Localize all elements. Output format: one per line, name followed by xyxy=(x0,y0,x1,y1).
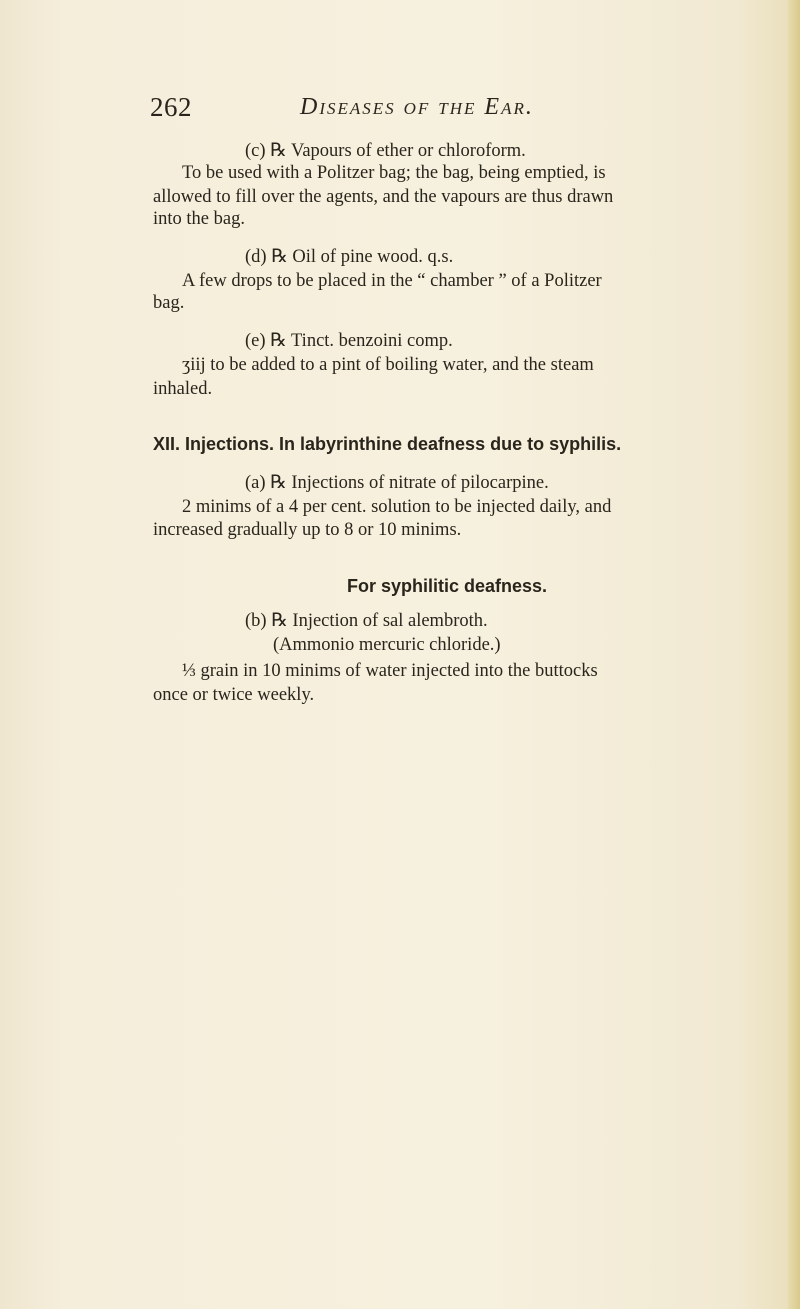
recipe-d-title: (d) ℞ Oil of pine wood. q.s. xyxy=(245,247,454,267)
recipe-c-title: (c) ℞ Vapours of ether or chloroform. xyxy=(245,141,526,161)
recipe-b-body-line-2: once or twice weekly. xyxy=(153,685,315,705)
recipe-e-title: (e) ℞ Tinct. benzoini comp. xyxy=(245,331,453,351)
recipe-a-title: (a) ℞ Injections of nitrate of pilocarpine. xyxy=(245,473,549,493)
page-number: 262 xyxy=(150,92,192,122)
running-title: Diseases of the Ear. xyxy=(300,94,534,120)
recipe-d-body-line-2: bag. xyxy=(153,293,185,313)
recipe-e-body-line-2: inhaled. xyxy=(153,379,213,399)
recipe-b-subtitle: (Ammonio mercuric chloride.) xyxy=(273,635,501,655)
recipe-c-body-line-1: To be used with a Politzer bag; the bag, being emptied, is xyxy=(182,163,606,183)
section-xii-heading: XII. Injections. In labyrinthine deafness due to syphilis. xyxy=(153,434,622,454)
page-header xyxy=(0,92,800,132)
recipe-a-body-line-1: 2 minims of a 4 per cent. solution to be injected daily, and xyxy=(182,497,612,517)
recipe-a-body-line-2: increased gradually up to 8 or 10 minims. xyxy=(153,520,462,540)
recipe-b-body-line-1: ⅓ grain in 10 minims of water injected into the buttocks xyxy=(182,661,598,681)
recipe-b-title: (b) ℞ Injection of sal alembroth. xyxy=(245,611,488,631)
recipe-c-body-line-2: allowed to fill over the agents, and the vapours are thus drawn xyxy=(153,187,614,207)
recipe-d-body-line-1: A few drops to be placed in the “ chamber ” of a Politzer xyxy=(182,271,602,291)
page-edge xyxy=(788,0,800,1309)
syphilitic-deafness-heading: For syphilitic deafness. xyxy=(347,576,548,596)
recipe-c-body-line-3: into the bag. xyxy=(153,209,245,229)
recipe-e-body-line-1: ʒiij to be added to a pint of boiling water, and the steam xyxy=(182,355,594,375)
